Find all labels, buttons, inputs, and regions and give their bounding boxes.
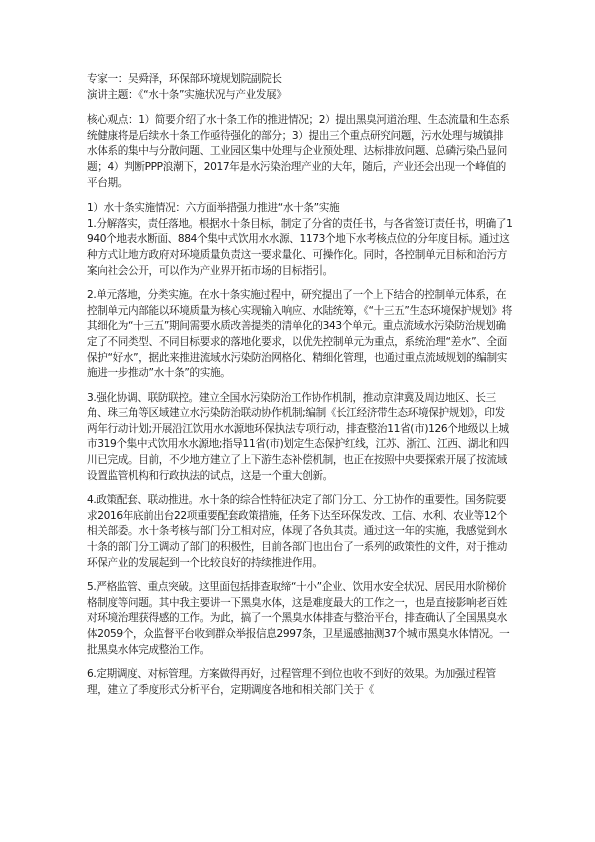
- paragraph-2: 2.单元落地，分类实施。在水十条实施过程中，研究提出了一个上下结合的控制单元体系，在控制单元内部能以环境质量为核心实现输入响应、水陆统筹，《“十三五”生态环境保护规划》将其细化为“十三五”期间需要水质改善提类的清单化的343个单元。重点流域水污染防治规划确定了不同类型、不同目标要求的落地化要求，以优先控制单元为重点，系统治理“差水”、全面保护“好水”，据此来推进流域水污染防治网格化、精细化管理，也通过重点流域规划的编制实施进一步推动”水十条”的实施。: [87, 289, 512, 380]
- speech-topic: 演讲主题：《“水十条”实施状况与产业发展》: [87, 88, 287, 101]
- core-viewpoint: 核心观点：1）简要介绍了水十条工作的推进情况；2）提出黑臭河道治理、生态流量和生态系统健康将是后续水十条工作亟待强化的部分；3）提出三个重点研究问题，污水处理与城镇排水体系的集中与分散问题、工业园区集中处理与企业预处理、达标排放问题、总磷污染凸显问题；4）判断PPP浪潮下，2017年是水污染治理产业的大年，随后，产业还会出现一个峰值的平台期。: [87, 114, 510, 189]
- paragraph-5: 5.严格监管、重点突破。这里面包括排查取缔“十小”企业、饮用水安全状况、居民用水阶梯价格制度等问题。其中我主要讲一下黑臭水体，这是难度最大的工作之一，也是直接影响老百姓对环境治理获得感的工作。为此，搞了一个黑臭水体排查与整治平台，排查确认了全国黑臭水体2059个，众监督平台收到群众举报信息2997条，卫星遥感抽测37个城市黑臭水体情况。一批黑臭水体完成整治工作。: [87, 581, 510, 656]
- paragraph-3: 3.强化协调、联防联控。建立全国水污染防治工作协作机制，推动京津冀及周边地区、长三角、珠三角等区域建立水污染防治联动协作机制;编制《长江经济带生态环境保护规划》，印发两年行动计划;开展沿江饮用水水源地环保执法专项行动，排查整治11省(市)126个地级以上城市319个集中式饮用水水源地;指导11省(市)划定生态保护红线，江苏、浙江、江西、湖北和四川已完成。目前，不少地方建立了上下游生态补偿机制，也正在按照中央要探索开展了按流域设置监管机构和行政执法的试点，这是一个重大创新。: [87, 391, 509, 482]
- document-body: [87, 72, 513, 698]
- paragraph-1: 1.分解落实，责任落地。根据水十条目标，制定了分省的责任书，与各省签订责任书，明确了1940个地表水断面、884个集中式饮用水水源、1173个地下水考核点位的分年度目标。通过这种方式让地方政府对环境质量负责这一要求量化、可操作化。同时，各控制单元目标和治污方案向社会公开，可以作为产业界开拓市场的目标指引。: [87, 217, 513, 277]
- expert-line: 专家一：吴舜泽，环保部环境规划院副院长: [87, 73, 282, 85]
- paragraph-4: 4.政策配套、联动推进。水十条的综合性特征决定了部门分工、分工协作的重要性。国务院要求2016年底前出台22项重要配套政策措施，任务下达至环保发改、工信、水利、农业等12个相关部委。水十条考核与部门分工相对应，体现了各负其责。通过这一年的实施，我感觉到水十条的部门分工调动了部门的积极性，目前各部门也出台了一系列的政策性的文件，对于推动环保产业的发展起到一个比较良好的持续推进作用。: [87, 494, 507, 569]
- section-title: 1）水十条实施情况：六方面举措强力推进“水十条”实施: [87, 202, 340, 215]
- paragraph-6: 6.定期调度、对标管理。方案做得再好，过程管理不到位也收不到好的效果。为加强过程管理，建立了季度形式分析平台，定期调度各地和相关部门关于《: [87, 668, 496, 696]
